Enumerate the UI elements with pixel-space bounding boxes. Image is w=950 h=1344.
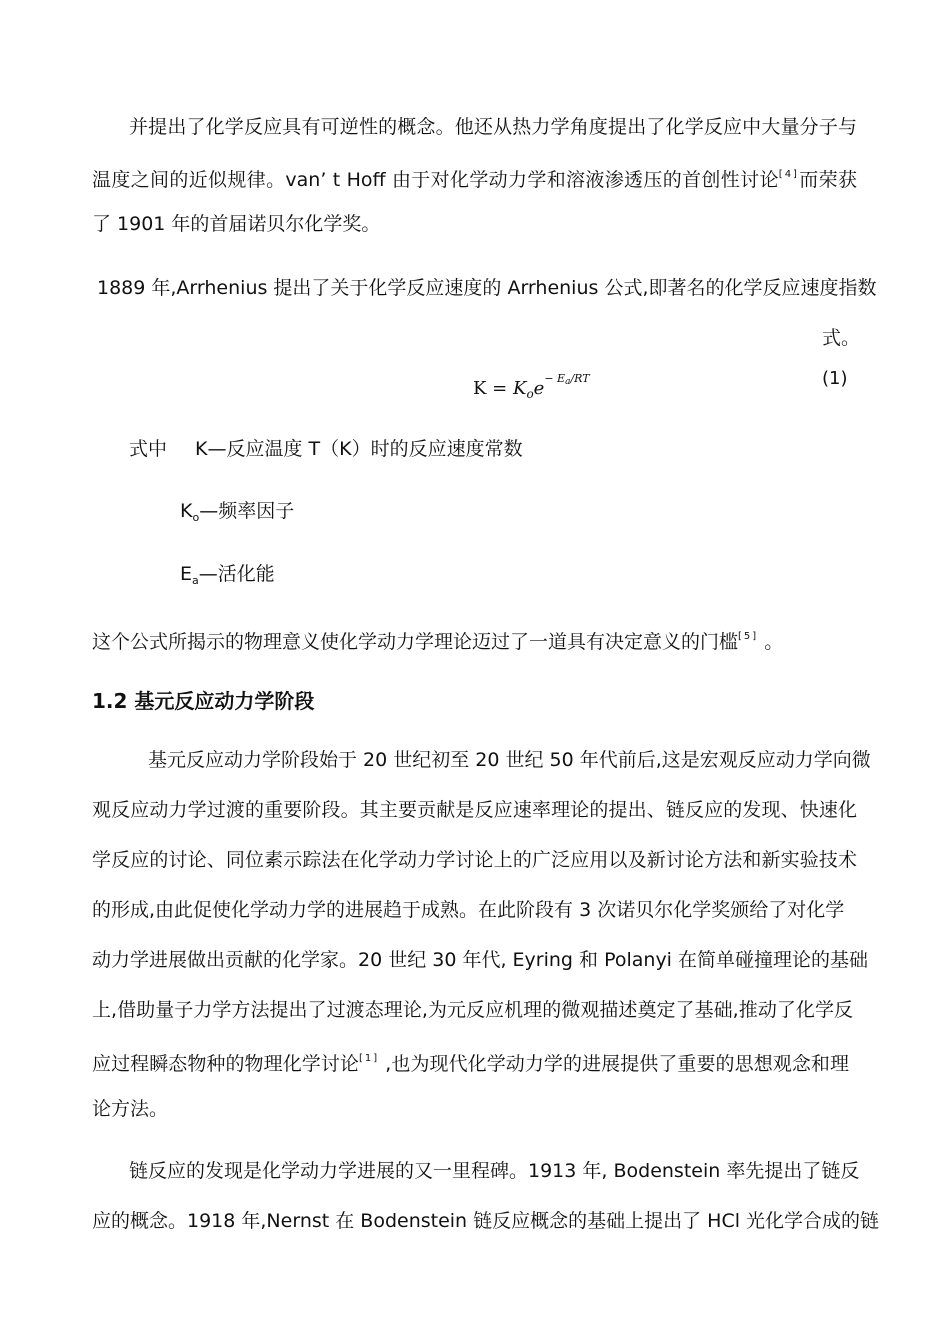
- definition-ko-text: —频率因子: [199, 500, 295, 522]
- definitions-intro: 式中: [129, 438, 168, 460]
- para1-line2-text-a: 温度之间的近似规律。van’ t Hoff 由于对化学动力学和溶液渗透压的首创性讨论: [92, 169, 779, 191]
- definition-ko-sub: o: [192, 511, 200, 524]
- citation-1: [1]: [358, 1053, 380, 1064]
- para4-line2: 观反应动力学过渡的重要阶段。其主要贡献是反应速率理论的提出、链反应的发现、快速化: [92, 799, 857, 821]
- para4-line3: 学反应的讨论、同位素示踪法在化学动力学讨论上的广泛应用以及新讨论方法和新实验技术: [92, 849, 857, 871]
- para1-line1: 并提出了化学反应具有可逆性的概念。他还从热力学角度提出了化学反应中大量分子与: [129, 116, 857, 138]
- para3-end: 。: [758, 631, 784, 653]
- equation-e: e: [533, 378, 545, 399]
- definition-ea-sub: a: [192, 574, 199, 587]
- equation-k: K: [512, 378, 527, 399]
- para3-text: 这个公式所揭示的物理意义使化学动力学理论迈过了一道具有决定意义的门槛: [92, 631, 739, 653]
- definition-ko: [180, 498, 294, 531]
- definition-ea-symbol: E: [180, 563, 193, 585]
- exponent-rest: /RT: [570, 372, 590, 385]
- para4-line8: 论方法。: [92, 1098, 169, 1120]
- definition-ko-symbol: K: [180, 500, 193, 522]
- para4-line7-text-b: ,也为现代化学动力学的进展提供了重要的思想观念和理: [379, 1053, 849, 1075]
- citation-5: [5]: [738, 631, 759, 642]
- para1-line3: 了 1901 年的首届诺贝尔化学奖。: [92, 213, 381, 235]
- section-heading: 1.2 基元反应动力学阶段: [92, 689, 315, 713]
- para2-line1: 1889 年,Arrhenius 提出了关于化学反应速度的 Arrhenius 公式,即著名的化学反应速度指数: [97, 277, 877, 299]
- equation-exponent: [544, 372, 589, 385]
- definition-ea: [180, 561, 275, 594]
- arrhenius-equation: [473, 372, 590, 401]
- para4-line6: 上,借助量子力学方法提出了过渡态理论,为元反应机理的微观描述奠定了基础,推动了化学反: [92, 999, 853, 1021]
- para3-line: [92, 624, 783, 655]
- para5-line2: 应的概念。1918 年,Nernst 在 Bodenstein 链反应概念的基础上提出了 HCl 光化学合成的链: [92, 1210, 880, 1232]
- para4-line5: 动力学进展做出贡献的化学家。20 世纪 30 年代, Eyring 和 Polanyi 在简单碰撞理论的基础: [92, 949, 869, 971]
- para1-line2: [92, 162, 857, 193]
- para4-line7: [92, 1046, 849, 1077]
- definition-ea-text: —活化能: [198, 563, 275, 585]
- para4-line7-text-a: 应过程瞬态物种的物理化学讨论: [92, 1053, 359, 1075]
- para5-line1: 链反应的发现是化学动力学进展的又一里程碑。1913 年, Bodenstein 率先提出了链反: [129, 1160, 860, 1182]
- para4-line1: 基元反应动力学阶段始于 20 世纪初至 20 世纪 50 年代前后,这是宏观反应动力学向微: [148, 749, 871, 771]
- para1-line2-text-b: 而荣获: [798, 169, 857, 191]
- exponent-e: E: [557, 372, 566, 385]
- citation-4: [4]: [778, 169, 799, 180]
- para2-line2: 式。: [822, 327, 861, 349]
- exponent-minus: −: [544, 372, 558, 385]
- equation-lhs: K =: [473, 378, 513, 399]
- exponent-sub: a: [565, 377, 571, 387]
- para4-line4: 的形成,由此促使化学动力学的进展趋于成熟。在此阶段有 3 次诺贝尔化学奖颁给了对化学: [92, 899, 845, 921]
- equation-number: (1): [822, 368, 848, 389]
- equation-k-sub: o: [526, 387, 534, 401]
- definition-k: K—反应温度 T（K）时的反应速度常数: [195, 438, 523, 460]
